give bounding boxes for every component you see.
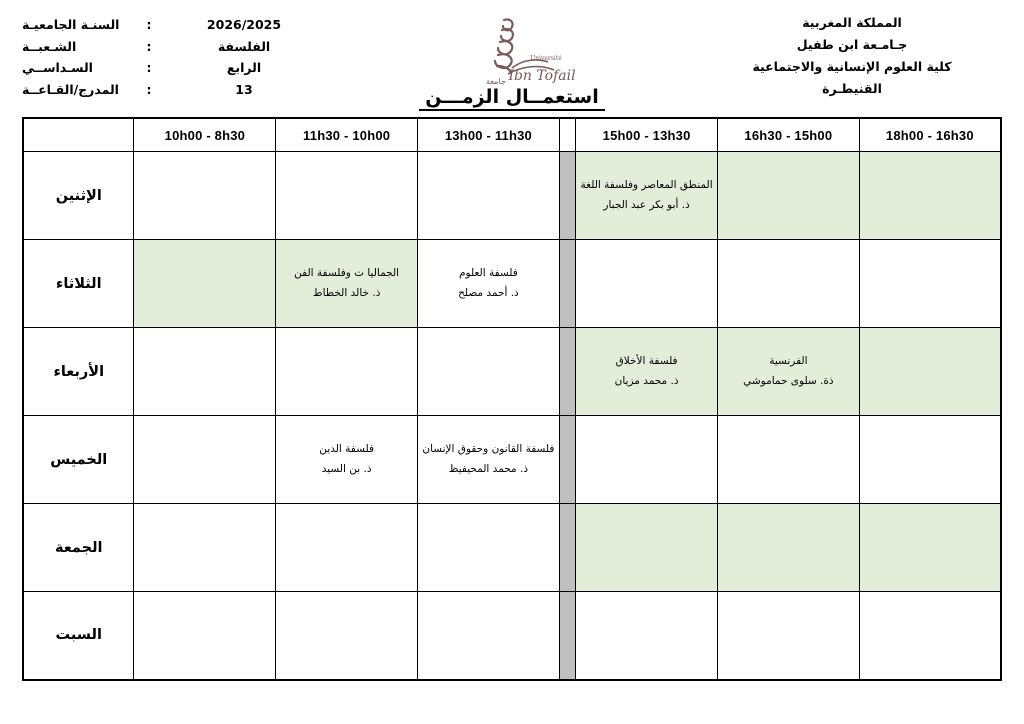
professor-name: ذ. أبو بكر عبد الجبار	[603, 198, 690, 211]
svg-text:جامعة: جامعة	[486, 77, 506, 86]
course-name: فلسفة القانون وحقوق الإنسان	[422, 442, 555, 455]
day-label: الأربعاء	[23, 328, 134, 416]
schedule-table-wrapper	[0, 117, 1024, 681]
university-logo-block	[332, 12, 702, 96]
schedule-table-head	[23, 118, 1001, 152]
schedule-cell[interactable]	[418, 416, 560, 504]
schedule-cell[interactable]	[576, 328, 718, 416]
schedule-cell[interactable]	[576, 152, 718, 240]
course-name: فلسفة العلوم	[459, 266, 518, 279]
day-label: الثلاثاء	[23, 240, 134, 328]
table-row	[23, 504, 1001, 592]
schedule-cell[interactable]	[859, 504, 1001, 592]
table-header-row	[23, 118, 1001, 152]
schedule-cell[interactable]	[418, 504, 560, 592]
column-spacer	[559, 240, 575, 328]
schedule-cell[interactable]	[276, 328, 418, 416]
heading-faculty: كلية العلوم الإنسانية والاجتماعية	[752, 58, 952, 74]
column-spacer	[559, 416, 575, 504]
svg-text:Université: Université	[530, 55, 562, 62]
schedule-cell[interactable]	[576, 592, 718, 680]
time-header-3: 13h00 - 11h30	[418, 118, 560, 152]
svg-text:Ibn Tofail: Ibn Tofail	[508, 68, 576, 84]
info-label-year: السنـة الجامعيـة	[22, 17, 120, 32]
time-header-2: 15h00 - 13h30	[576, 118, 718, 152]
schedule-cell[interactable]	[717, 592, 859, 680]
info-row-semester	[22, 57, 332, 79]
info-colon-semester: :	[146, 60, 152, 75]
professor-name: ذ. محمد مزيان	[614, 374, 679, 387]
schedule-cell[interactable]	[717, 328, 859, 416]
page-title-text: استعمــال الزمـــن	[419, 86, 604, 111]
schedule-cell[interactable]	[576, 504, 718, 592]
table-row	[23, 328, 1001, 416]
schedule-cell[interactable]	[134, 416, 276, 504]
schedule-cell[interactable]	[859, 152, 1001, 240]
schedule-cell[interactable]	[134, 504, 276, 592]
schedule-cell[interactable]	[276, 592, 418, 680]
schedule-cell[interactable]	[859, 416, 1001, 504]
course-name: الفرنسية	[769, 354, 808, 367]
column-spacer-header	[559, 118, 575, 152]
course-name: فلسفة الدين	[319, 442, 374, 455]
time-header-1: 16h30 - 15h00	[717, 118, 859, 152]
heading-city: القنيطـرة	[822, 80, 882, 96]
schedule-table-body	[23, 152, 1001, 680]
page-title	[0, 86, 1024, 111]
schedule-cell[interactable]	[276, 416, 418, 504]
table-row	[23, 240, 1001, 328]
time-header-0: 18h00 - 16h30	[859, 118, 1001, 152]
professor-name: ذ. خالد الخطاط	[312, 286, 381, 299]
schedule-cell[interactable]	[576, 240, 718, 328]
course-name: المنطق المعاصر وفلسفة اللغة	[580, 178, 713, 191]
day-label: الخميس	[23, 416, 134, 504]
schedule-cell[interactable]	[859, 592, 1001, 680]
table-row	[23, 152, 1001, 240]
schedule-cell[interactable]	[717, 240, 859, 328]
column-spacer	[559, 152, 575, 240]
schedule-cell[interactable]	[717, 152, 859, 240]
column-spacer	[559, 592, 575, 680]
info-label-semester: السـداســي	[22, 60, 93, 75]
day-label: السبت	[23, 592, 134, 680]
info-colon-branch: :	[146, 38, 152, 54]
course-name: الجماليا ت وفلسفة الفن	[294, 266, 400, 279]
schedule-cell[interactable]	[134, 152, 276, 240]
table-row	[23, 416, 1001, 504]
heading-kingdom: المملكة المغربية	[802, 15, 902, 30]
info-value-branch: الفلسفة	[217, 38, 271, 54]
day-column-header	[23, 118, 134, 152]
schedule-cell[interactable]	[859, 328, 1001, 416]
professor-name: ذ. أحمد مصلح	[458, 286, 519, 299]
day-label: الإثنين	[23, 152, 134, 240]
info-colon-year: :	[146, 17, 152, 32]
schedule-cell[interactable]	[576, 416, 718, 504]
info-colon-room: :	[146, 81, 152, 97]
time-header-5: 10h00 - 8h30	[134, 118, 276, 152]
schedule-cell[interactable]	[418, 328, 560, 416]
time-header-4: 11h30 - 10h00	[276, 118, 418, 152]
schedule-cell[interactable]	[418, 592, 560, 680]
info-row-year	[22, 14, 332, 36]
info-label-branch: الشـعبــة	[22, 38, 77, 54]
column-spacer	[559, 504, 575, 592]
schedule-cell[interactable]	[418, 240, 560, 328]
schedule-cell[interactable]	[276, 152, 418, 240]
university-logo-icon	[442, 14, 592, 92]
heading-university: جـامـعة ابن طفيل	[796, 36, 908, 52]
course-name: فلسفة الأخلاق	[615, 354, 678, 367]
schedule-cell[interactable]	[418, 152, 560, 240]
professor-name: ذ. محمد المحيفيظ	[448, 462, 529, 475]
info-value-semester: الرابع	[226, 60, 262, 75]
info-value-year: 2026/2025	[206, 17, 282, 32]
schedule-cell[interactable]	[859, 240, 1001, 328]
schedule-cell[interactable]	[134, 240, 276, 328]
table-row	[23, 592, 1001, 680]
info-value-room: 13	[235, 81, 253, 97]
schedule-cell[interactable]	[276, 504, 418, 592]
schedule-cell[interactable]	[717, 416, 859, 504]
day-label: الجمعة	[23, 504, 134, 592]
schedule-cell[interactable]	[134, 592, 276, 680]
schedule-table	[22, 117, 1002, 681]
professor-name: ذ. بن السيد	[321, 462, 372, 475]
info-row-branch	[22, 36, 332, 58]
column-spacer	[559, 328, 575, 416]
schedule-cell[interactable]	[276, 240, 418, 328]
schedule-cell[interactable]	[134, 328, 276, 416]
schedule-cell[interactable]	[717, 504, 859, 592]
info-label-room: المدرج/القـاعــة	[22, 81, 119, 97]
professor-name: ذة. سلوى حماموشي	[743, 374, 834, 387]
